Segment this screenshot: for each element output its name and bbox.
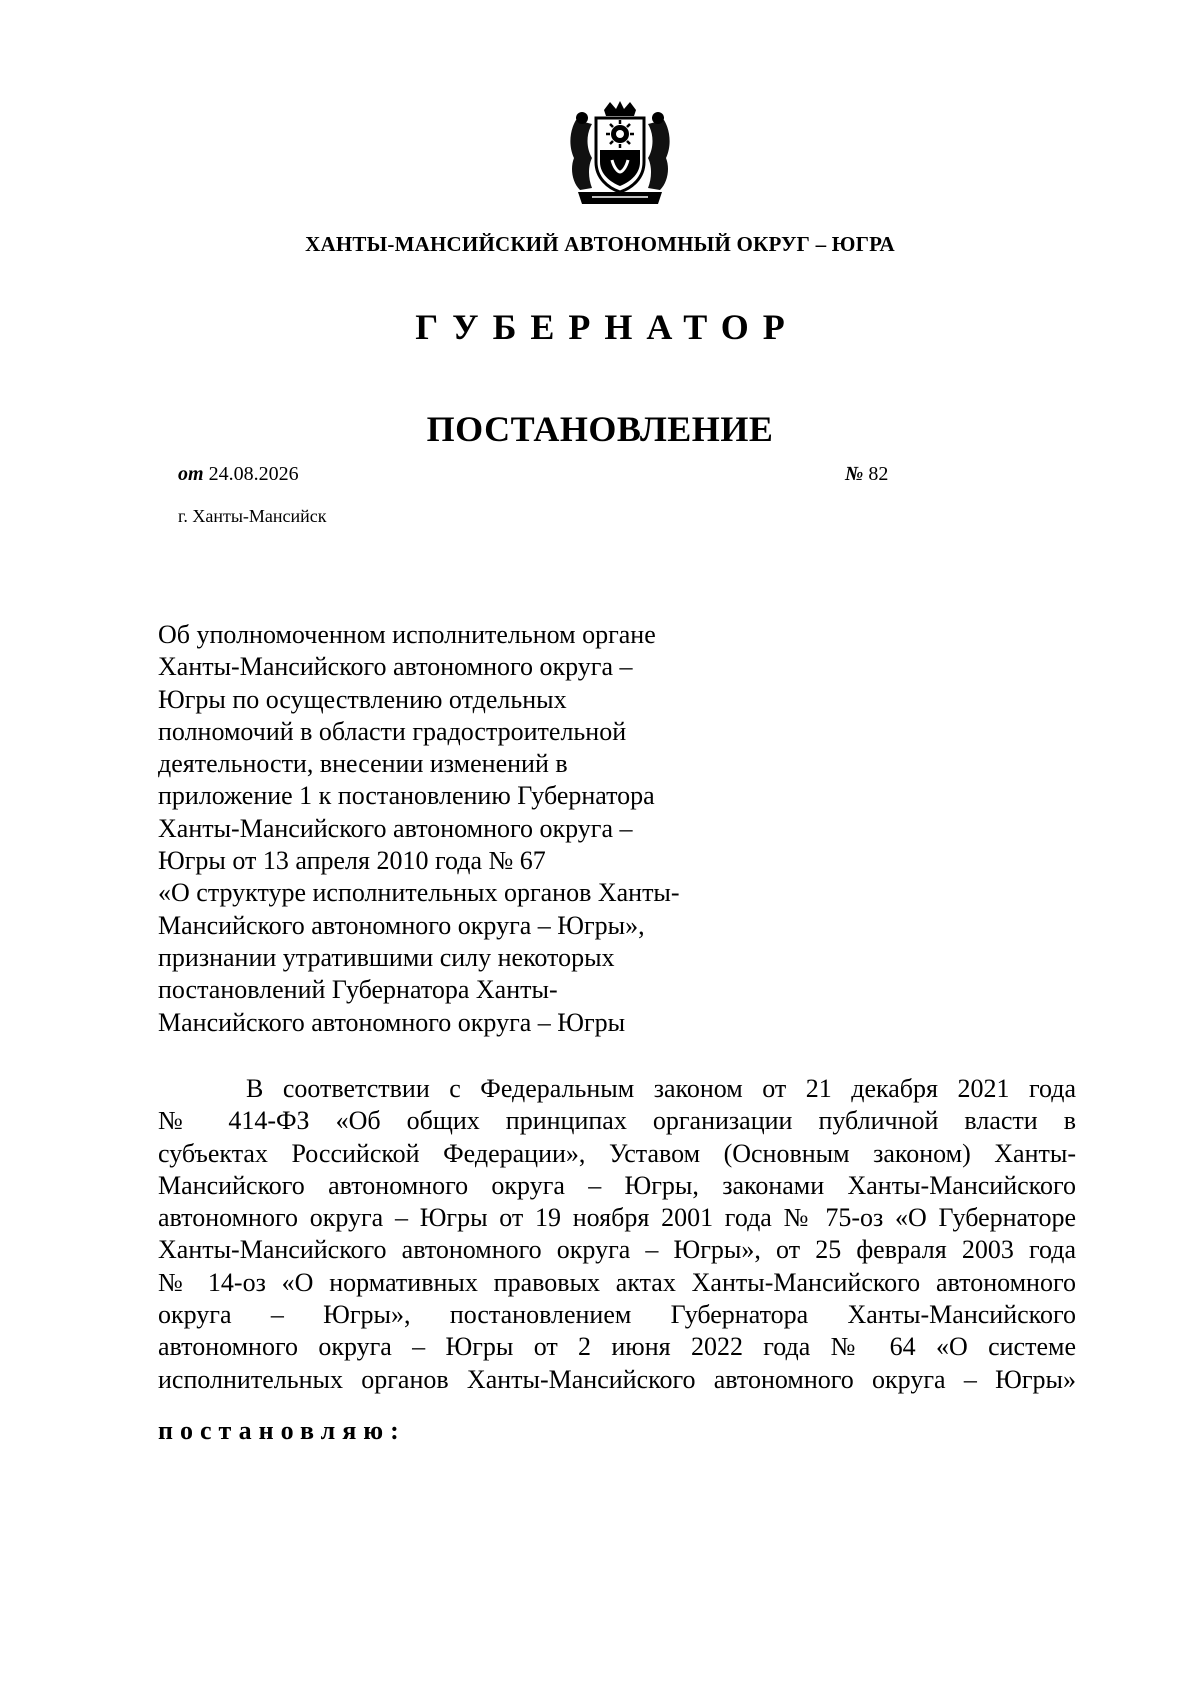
region-name: ХАНТЫ-МАНСИЙСКИЙ АВТОНОМНЫЙ ОКРУГ – ЮГРА	[305, 232, 895, 256]
preamble-paragraph	[158, 1073, 1076, 1396]
document-type-heading: ПОСТАНОВЛЕНИЕ	[426, 409, 774, 449]
title-line: постановлений Губернатора Ханты-	[158, 975, 558, 1005]
paragraph-line: округа – Югры», постановлением Губернатора Ханты-Мансийского	[158, 1300, 1076, 1330]
paragraph-line: № 14-оз «О нормативных правовых актах Ханты-Мансийского автономного	[158, 1267, 1076, 1297]
document-city: г. Ханты-Мансийск	[178, 506, 327, 526]
number-label: №	[845, 463, 864, 485]
title-line: Мансийского автономного округа – Югры	[158, 1007, 626, 1037]
title-line: Ханты-Мансийского автономного округа –	[158, 813, 633, 843]
title-line: «О структуре исполнительных органов Ханты-	[158, 878, 680, 908]
title-line: Ханты-Мансийского автономного округа –	[158, 652, 633, 682]
title-line: признании утратившими силу некоторых	[158, 942, 615, 972]
document-date	[178, 463, 299, 486]
governor-heading: ГУБЕРНАТОР	[415, 307, 799, 347]
document-number	[845, 463, 888, 486]
paragraph-line: субъектах Российской Федерации», Уставом (Основным законом) Ханты-	[158, 1138, 1076, 1168]
title-line: Об уполномоченном исполнительном органе	[158, 620, 656, 649]
paragraph-line: автономного округа – Югры от 19 ноября 2001 года № 75-оз «О Губернаторе	[158, 1203, 1076, 1233]
paragraph-line: Мансийского автономного округа – Югры, законами Ханты-Мансийского	[158, 1170, 1076, 1200]
coat-of-arms-icon	[562, 100, 678, 210]
title-line: Югры от 13 апреля 2010 года № 67	[158, 846, 546, 876]
paragraph-line: автономного округа – Югры от 2 июня 2022 года № 64 «О системе	[158, 1332, 1076, 1362]
document-title	[158, 619, 778, 1039]
number-value: 82	[868, 463, 889, 485]
date-value: 24.08.2026	[208, 463, 299, 485]
title-line: Мансийского автономного округа – Югры»,	[158, 910, 645, 940]
date-label: от	[178, 463, 204, 485]
paragraph-line: исполнительных органов Ханты-Мансийского автономного округа – Югры»	[158, 1364, 1076, 1394]
paragraph-line: Ханты-Мансийского автономного округа – Югры», от 25 февраля 2003 года	[158, 1235, 1076, 1265]
title-line: Югры по осуществлению отдельных	[158, 684, 567, 714]
decree-word: постановляю:	[158, 1416, 406, 1445]
paragraph-line: В соответствии с Федеральным законом от 21 декабря 2021 года	[246, 1074, 1076, 1103]
title-line: приложение 1 к постановлению Губернатора	[158, 781, 655, 811]
title-line: деятельности, внесении изменений в	[158, 749, 568, 779]
title-line: полномочий в области градостроительной	[158, 716, 627, 746]
paragraph-line: № 414-ФЗ «Об общих принципах организации публичной власти в	[158, 1106, 1076, 1136]
